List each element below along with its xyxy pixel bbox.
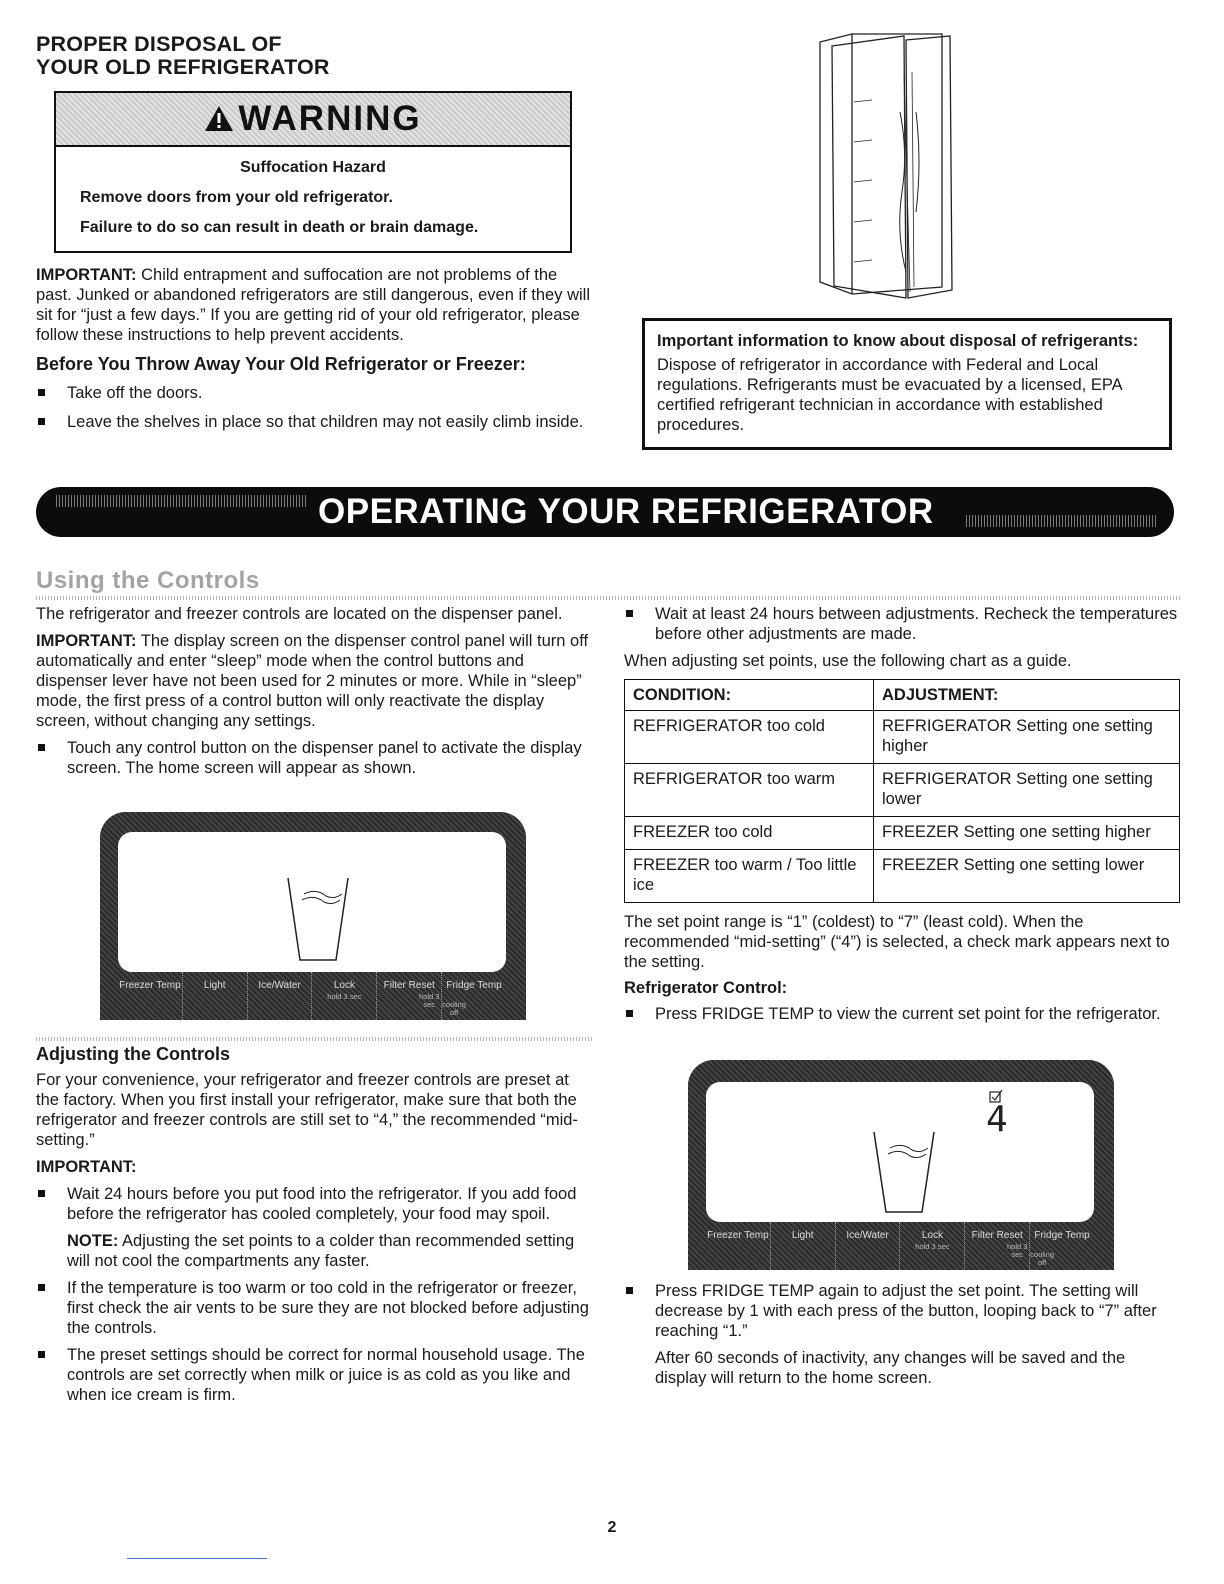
- table-cell: FREEZER too cold: [625, 817, 874, 850]
- adjusting-divider: [36, 1037, 592, 1041]
- hazard-title: Suffocation Hazard: [240, 159, 386, 176]
- table-row: [625, 850, 1180, 903]
- refrigerator-illustration: [812, 32, 972, 304]
- table-row: [625, 711, 1180, 764]
- list-item: Take off the doors.: [36, 383, 592, 403]
- light-button[interactable]: Light: [183, 972, 248, 1020]
- fridge-temp-button[interactable]: Fridge Temp cooling off: [1030, 1230, 1090, 1267]
- before-heading: Before You Throw Away Your Old Refrigerator or Freezer:: [36, 354, 526, 374]
- list-item: Wait 24 hours before you put food into the refrigerator. If you add food before the refrigerator has cooled completely, your food may spoil.: [36, 1184, 592, 1224]
- chart-intro: When adjusting set points, use the following chart as a guide.: [624, 652, 1072, 670]
- table-cell: REFRIGERATOR Setting one setting lower: [874, 764, 1180, 817]
- freezer-temp-button[interactable]: Freezer Temp: [118, 972, 183, 1020]
- setting-digit: 4: [986, 1099, 1008, 1140]
- important-label: IMPORTANT:: [36, 632, 137, 650]
- glass-icon: [286, 872, 350, 964]
- list-item: The preset settings should be correct for normal household usage. The controls are set correctly when milk or juice is as cold as you like and when ice cream is firm.: [36, 1345, 592, 1405]
- display-screen: [706, 1082, 1094, 1222]
- controls-intro: The refrigerator and freezer controls are located on the dispenser panel.: [36, 605, 563, 623]
- dispenser-panel-home: [100, 812, 526, 1020]
- disposal-important: [36, 265, 592, 432]
- table-header: CONDITION:: [625, 680, 874, 711]
- adjusting-important-label: IMPORTANT:: [36, 1158, 137, 1176]
- right-column: [624, 604, 1180, 1024]
- adjusting-text: For your convenience, your refrigerator and freezer controls are preset at the factory. When you first install your refrigerator, make sure that both the refrigerator and freezer controls are still set to “4,” the recommended “mid-setting.”: [36, 1071, 578, 1149]
- list-item: If the temperature is too warm or too cold in the refrigerator or freezer, first check the air vents to be sure they are not blocked before adjusting the controls.: [36, 1278, 592, 1338]
- warning-triangle-icon: [204, 95, 234, 147]
- refrigerant-info-box: [642, 318, 1172, 450]
- warning-header: [56, 93, 570, 147]
- important-text: Child entrapment and suffocation are not problems of the past. Junked or abandoned refrigerators are still dangerous, even if they will sit for “just a few days.” If you are getting rid of your old refrigerator, please follow these instructions to help prevent accidents.: [36, 266, 590, 344]
- adjusting-heading: Adjusting the Controls: [36, 1044, 230, 1064]
- lock-button[interactable]: Lock hold 3 sec: [312, 972, 377, 1020]
- warning-label: WARNING: [238, 99, 422, 138]
- table-header: ADJUSTMENT:: [874, 680, 1180, 711]
- disposal-title-line2: YOUR OLD REFRIGERATOR: [36, 55, 330, 79]
- fridge-temp-button[interactable]: Fridge Temp cooling off: [442, 980, 502, 1017]
- disposal-title-line1: PROPER DISPOSAL OF: [36, 32, 282, 56]
- table-cell: FREEZER Setting one setting lower: [874, 850, 1180, 903]
- table-cell: REFRIGERATOR too cold: [625, 711, 874, 764]
- banner-title: OPERATING YOUR REFRIGERATOR: [318, 492, 934, 531]
- filter-reset-button[interactable]: Filter Reset hold 3 sec: [377, 972, 442, 1020]
- disposal-title: [36, 33, 596, 79]
- section-title: Using the Controls: [36, 567, 260, 594]
- filter-reset-button[interactable]: Filter Reset hold 3 sec: [965, 1222, 1030, 1270]
- warning-line-1: Remove doors from your old refrigerator.: [80, 189, 393, 206]
- list-item: Press FRIDGE TEMP to view the current set point for the refrigerator.: [624, 1004, 1180, 1024]
- page-number: 2: [607, 1519, 617, 1536]
- table-row: [625, 764, 1180, 817]
- table-cell: FREEZER Setting one setting higher: [874, 817, 1180, 850]
- range-text: The set point range is “1” (coldest) to “7” (least cold). When the recommended “mid-setting” (“4”) is selected, a check mark appears next to the setting.: [624, 913, 1170, 971]
- footer-line: [127, 1558, 267, 1559]
- section-divider: [36, 596, 1180, 600]
- warning-line-2: Failure to do so can result in death or brain damage.: [80, 219, 479, 236]
- list-item: Wait at least 24 hours between adjustments. Recheck the temperatures before other adjustments are made.: [624, 604, 1180, 644]
- lock-button[interactable]: Lock hold 3 sec: [900, 1222, 965, 1270]
- note-label: NOTE:: [67, 1232, 119, 1250]
- fridge-control-heading: Refrigerator Control:: [624, 979, 788, 997]
- light-button[interactable]: Light: [771, 1222, 836, 1270]
- ice-water-button[interactable]: Ice/Water: [248, 972, 313, 1020]
- warning-box: [54, 91, 572, 253]
- right-column-bottom: [624, 1281, 1180, 1388]
- display-screen: [118, 832, 506, 972]
- ice-water-button[interactable]: Ice/Water: [836, 1222, 901, 1270]
- table-cell: REFRIGERATOR Setting one setting higher: [874, 711, 1180, 764]
- table-row: [625, 817, 1180, 850]
- section-banner: [36, 487, 1174, 537]
- glass-icon: [872, 1126, 936, 1216]
- adjustment-table: [624, 679, 1180, 903]
- important-text: The display screen on the dispenser control panel will turn off automatically and enter “sleep” mode when the control buttons and dispenser lever have not been used for 2 minutes or more. While in “sleep” mode, the first press of a control button will only reactivate the display screen, without changing any settings.: [36, 632, 589, 730]
- refrigerant-heading: Important information to know about disposal of refrigerants:: [657, 332, 1139, 350]
- note-text: Adjusting the set points to a colder than recommended setting will not cool the compartments any faster.: [67, 1232, 575, 1270]
- list-item: Leave the shelves in place so that children may not easily climb inside.: [36, 412, 592, 432]
- table-cell: REFRIGERATOR too warm: [625, 764, 874, 817]
- list-item: Press FRIDGE TEMP again to adjust the set point. The setting will decrease by 1 with each press of the button, looping back to “7” after reaching “1.”: [624, 1281, 1180, 1341]
- adjusting-block: [36, 1043, 592, 1405]
- after-text: After 60 seconds of inactivity, any changes will be saved and the display will return to the home screen.: [655, 1349, 1126, 1387]
- list-item: Touch any control button on the dispenser panel to activate the display screen. The home screen will appear as shown.: [36, 738, 592, 778]
- freezer-temp-button[interactable]: Freezer Temp: [706, 1222, 771, 1270]
- important-label: IMPORTANT:: [36, 266, 137, 284]
- table-cell: FREEZER too warm / Too little ice: [625, 850, 874, 903]
- dispenser-panel-setting: [688, 1060, 1114, 1270]
- controls-intro-block: [36, 604, 592, 778]
- refrigerant-text: Dispose of refrigerator in accordance with Federal and Local regulations. Refrigerants must be evacuated by a licensed, EPA certified refrigerant technician in accordance with established procedures.: [657, 356, 1122, 434]
